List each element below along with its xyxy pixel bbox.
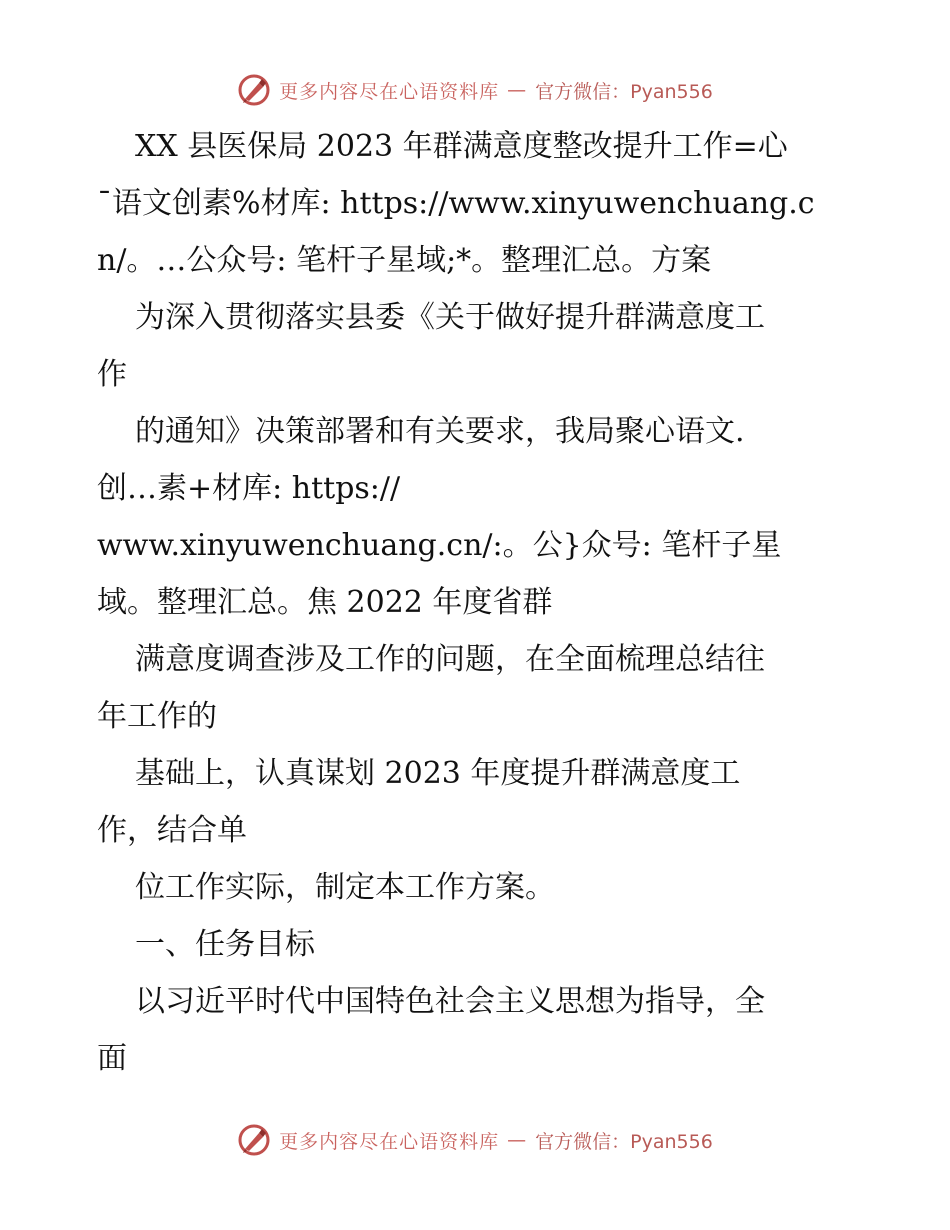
text-line: 以习近平时代中国特色社会主义思想为指导，全 [135, 984, 765, 1019]
text-line: 位工作实际，制定本工作方案。 [135, 870, 555, 905]
text-line: n/。…公众号: 笔杆子星域;*。整理汇总。方案 [97, 243, 712, 278]
text-line: 作，结合单 [97, 813, 247, 848]
document-body [97, 118, 857, 1087]
watermark-text: 更多内容尽在心语资料库 [279, 80, 500, 103]
watermark-separator: — [507, 1129, 528, 1151]
text-line: 为深入贯彻落实县委《关于做好提升群满意度工 [135, 300, 765, 335]
text-line: 满意度调查涉及工作的问题，在全面梳理总结往 [135, 642, 765, 677]
text-line: ¯语文创素%材库: https://www.xinyuwenchuang.c [97, 186, 815, 221]
watermark-text: 更多内容尽在心语资料库 [279, 1130, 500, 1153]
text-line: 作 [97, 357, 127, 392]
watermark-contact: 官方微信：Pyan556 [535, 1130, 713, 1153]
watermark-separator: — [507, 79, 528, 101]
text-line: 年工作的 [97, 699, 217, 734]
header-watermark [0, 70, 950, 110]
text-line: 域。整理汇总。焦 2022 年度省群 [97, 585, 553, 620]
text-line: 创…素+材库: https:// [97, 471, 401, 506]
text-line: XX 县医保局 2023 年群满意度整改提升工作=心 [135, 129, 788, 164]
text-line: 面 [97, 1041, 127, 1076]
text-line: 基础上，认真谋划 2023 年度提升群满意度工 [135, 756, 741, 791]
footer-watermark [0, 1120, 950, 1160]
watermark-contact: 官方微信：Pyan556 [535, 80, 713, 103]
text-line: www.xinyuwenchuang.cn/:。公}众号: 笔杆子星 [97, 528, 782, 563]
pen-logo-icon [237, 73, 271, 107]
text-line: 一、任务目标 [135, 927, 315, 962]
pen-logo-icon [237, 1123, 271, 1157]
text-line: 的通知》决策部署和有关要求，我局聚心语文. [135, 414, 745, 449]
